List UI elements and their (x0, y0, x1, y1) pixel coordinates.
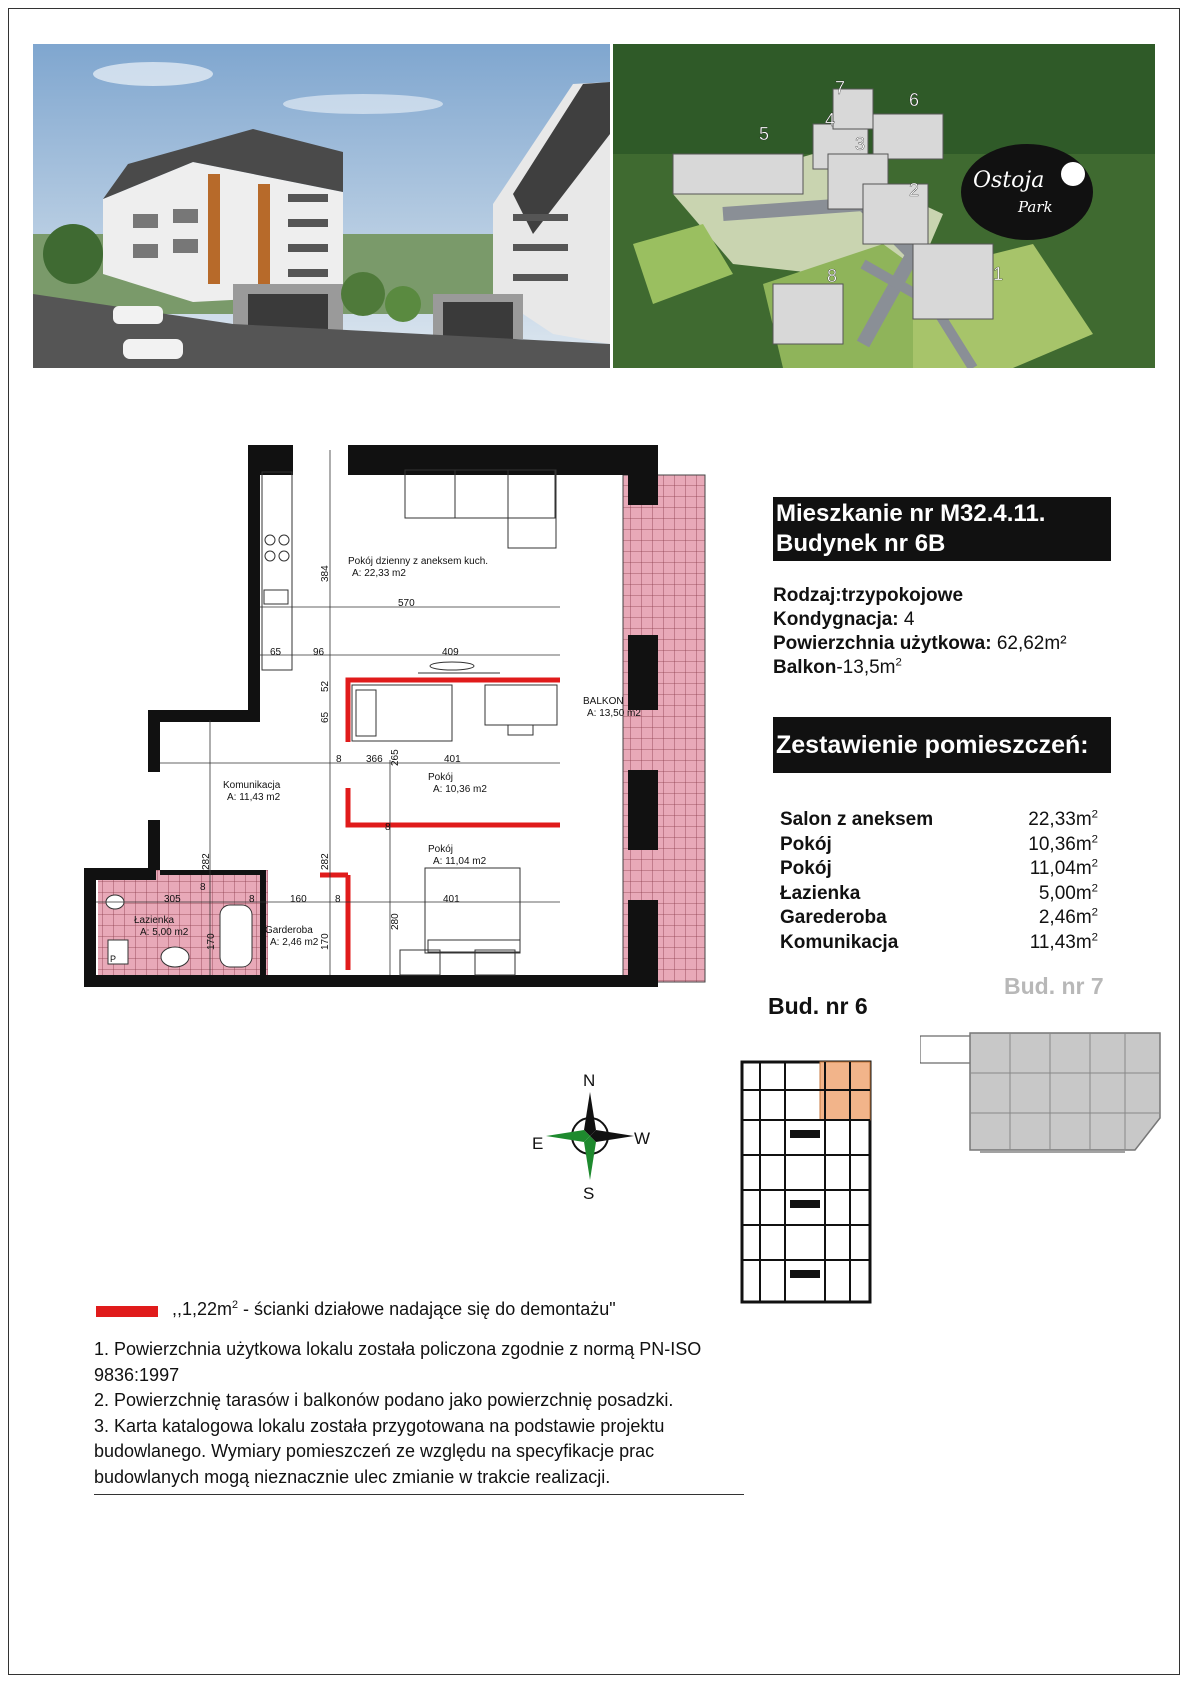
room-row: Komunikacja $11,43m^2$ (780, 931, 1098, 953)
dim-65a: 65 (270, 647, 282, 658)
svg-text:Park: Park (1018, 198, 1053, 216)
balcony-label: Balkon (773, 657, 837, 678)
aerial-site-photo (613, 44, 1155, 368)
dim-366: 366 (366, 754, 383, 765)
building-7-plan (920, 1028, 1163, 1156)
demolition-legend-swatch (96, 1306, 158, 1317)
living-room-name: Pokój dzienny z aneksem kuch. (348, 556, 489, 567)
apartment-number: Mieszkanie nr M32.4.11. (776, 500, 1046, 527)
svg-text:Ostoja: Ostoja (973, 168, 1045, 193)
building-render-photo (33, 44, 610, 368)
balcony-area-label: A: 13,50 m2 (587, 708, 641, 719)
dim-170a: 170 (206, 933, 217, 950)
room2-name: Pokój (428, 844, 454, 855)
p-label: P (110, 954, 117, 964)
rooms-list (780, 808, 1098, 955)
dim-160: 160 (290, 894, 307, 905)
compass-north: N (583, 1071, 596, 1090)
compass-rose (530, 1070, 660, 1210)
balcony-value: -13,5m (836, 657, 896, 678)
building-number-3: 3 (855, 134, 866, 154)
compass-west: W (634, 1129, 651, 1148)
note-1: 1. Powierzchnia użytkowa lokalu została policzona zgodnie z normą PN-ISO 9836:1997 (94, 1339, 702, 1385)
dim-282b: 282 (320, 853, 331, 870)
dim-265: 265 (390, 749, 401, 766)
building-6-label: Bud. nr 6 (768, 993, 868, 1019)
living-room-area: A: 22,33 m2 (352, 568, 406, 579)
building-number: Budynek nr 6B (776, 530, 946, 557)
dim-409: 409 (442, 647, 459, 658)
dim-8a: 8 (336, 754, 342, 765)
dim-282a: 282 (201, 853, 212, 870)
bathroom-name: Łazienka (134, 915, 175, 926)
apartment-title-banner (773, 497, 1111, 561)
type-label: Rodzaj: (773, 585, 842, 606)
wardrobe-name: Garderoba (265, 925, 313, 936)
room-row: Łazienka $5,00m^2$ (780, 882, 1098, 904)
balcony-name: BALKON (583, 696, 624, 707)
dim-401a: 401 (444, 754, 461, 765)
building-number-1: 1 (993, 264, 1004, 284)
dim-170b: 170 (320, 933, 331, 950)
building-7-label: Bud. nr 7 (1004, 973, 1104, 999)
room-row: Pokój $10,36m^2$ (780, 833, 1098, 855)
dim-52: 52 (320, 680, 331, 692)
dim-401b: 401 (443, 894, 460, 905)
room-row: Salon z aneksem $22,33m^2$ (780, 808, 1098, 830)
compass-east: E (532, 1134, 544, 1153)
building-number-4: 4 (825, 110, 836, 130)
apartment-info (773, 584, 1067, 680)
dim-8d: 8 (200, 882, 206, 893)
dim-8b: 8 (249, 894, 255, 905)
building-6-plan (740, 1060, 875, 1305)
area-value: 62,62m² (991, 633, 1067, 654)
building-number-6: 6 (909, 90, 920, 110)
note-3: 3. Karta katalogowa lokalu została przygotowana na podstawie projektu budowlanego. Wymiary pomieszczeń ze względu na specyfikacje prac budowlanych mogą nieznacznie ulec zmianie w trakcie realizacji. (94, 1415, 665, 1487)
balcony-sup: 2 (895, 656, 902, 669)
room-row: Garederoba $2,46m^2$ (780, 906, 1098, 928)
dim-8c: 8 (335, 894, 341, 905)
room1-name: Pokój (428, 772, 454, 783)
compass-south: S (583, 1184, 595, 1203)
building-number-2: 2 (909, 180, 920, 200)
room-row: Pokój $11,04m^2$ (780, 857, 1098, 879)
corridor-area: A: 11,43 m2 (227, 792, 281, 803)
demolition-legend-text: $,,1,22m^2$ - ścianki działowe nadające się do demontażu" (172, 1299, 616, 1319)
dim-96: 96 (313, 647, 325, 658)
bathroom-area: A: 5,00 m2 (140, 927, 189, 938)
floor-value: 4 (898, 609, 915, 630)
dim-305: 305 (164, 894, 181, 905)
summary-banner: Zestawienie pomieszczeń: (773, 717, 1111, 773)
type-value: trzypokojowe (841, 585, 964, 606)
building-number-7: 7 (835, 78, 846, 98)
building-number-5: 5 (759, 124, 770, 144)
corridor-name: Komunikacja (223, 780, 281, 791)
note-2: 2. Powierzchnię tarasów i balkonów podano jako powierzchnię posadzki. (94, 1390, 674, 1410)
area-label: Powierzchnia użytkowa: (773, 633, 992, 654)
floor-plan (80, 430, 720, 1070)
room1-area: A: 10,36 m2 (433, 784, 487, 795)
footnotes (94, 1337, 744, 1495)
building-number-8: 8 (827, 266, 838, 286)
dim-280: 280 (390, 913, 401, 930)
dim-65b: 65 (320, 711, 331, 723)
wardrobe-area: A: 2,46 m2 (270, 937, 319, 948)
dim-570: 570 (398, 598, 415, 609)
floor-label: Kondygnacja: (773, 609, 899, 630)
dim-384: 384 (320, 565, 331, 582)
room2-area: A: 11,04 m2 (433, 856, 487, 867)
dim-8e: 8 (385, 822, 391, 833)
